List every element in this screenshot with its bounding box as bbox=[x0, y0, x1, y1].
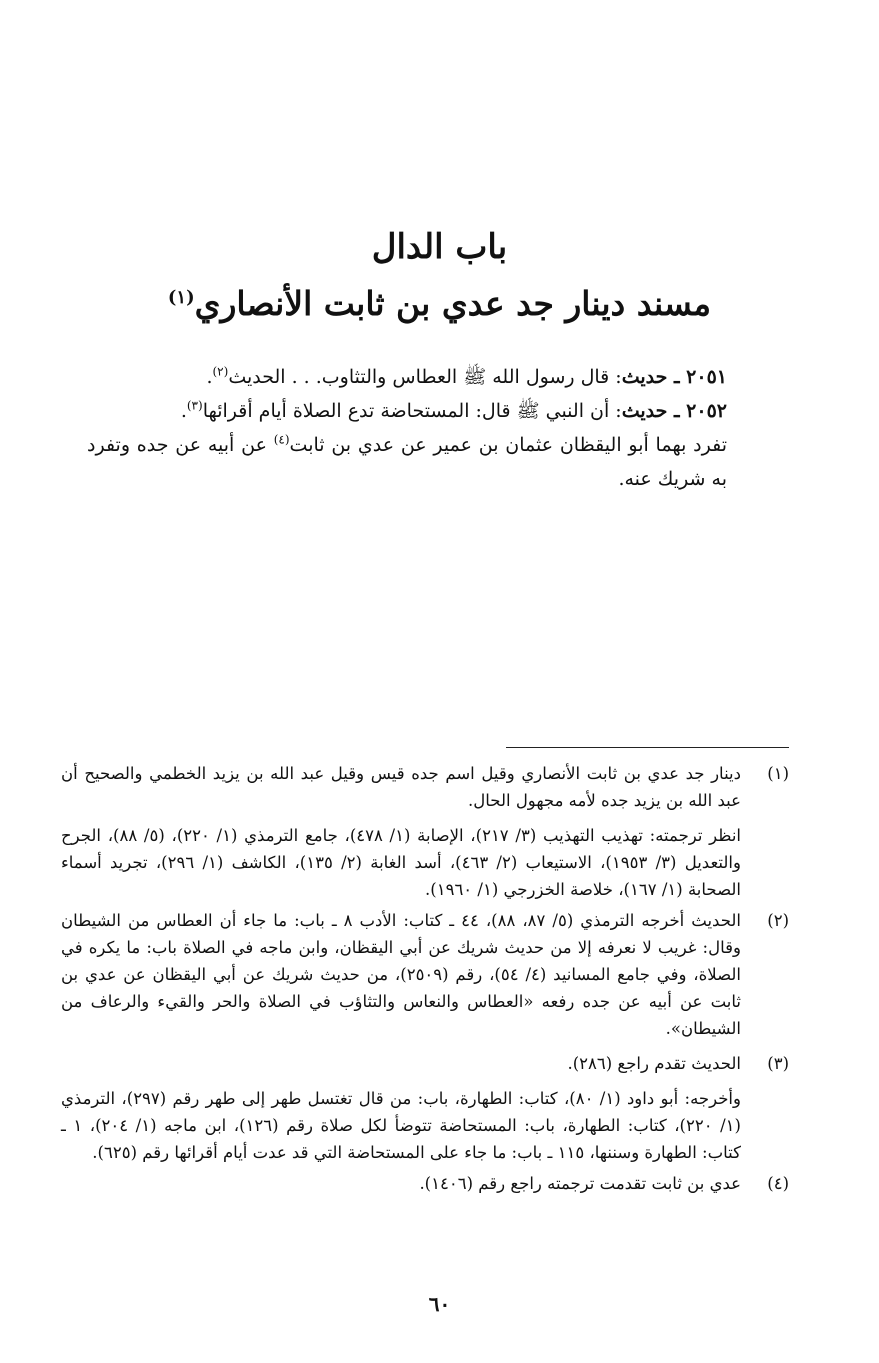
footnote-text: عدي بن ثابت تقدمت ترجمته راجع رقم (١٤٠٦). bbox=[419, 1174, 741, 1193]
footnote-body bbox=[61, 1050, 741, 1081]
footnote-2 bbox=[61, 907, 789, 1046]
footnote-divider bbox=[506, 747, 789, 748]
footnote-body bbox=[61, 907, 741, 1046]
hadith-keyword: حديث bbox=[621, 400, 668, 422]
hadith-text: : قال رسول الله ﷺ العطاس والتثاوب. . . الحديث bbox=[228, 366, 622, 388]
hadith-keyword: حديث bbox=[621, 366, 668, 388]
footnote-1-references: انظر ترجمته: تهذيب التهذيب (٣/ ٢١٧)، الإصابة (١/ ٤٧٨)، جامع الترمذي (١/ ٢٢٠)، (٥/ ٨٨)، الجرح والتعديل (٣/ ١٩٥٣)، الاستيعاب (٢/ ٤٦٣)، أسد الغابة (٢/ ١٣٥)، الكاشف (١/ ٢٩٦)، تجريد أسماء الصحابة (١/ ١٦٧)، خلاصة الخزرجي (١/ ١٩٦٠). bbox=[61, 826, 741, 899]
hadith-end: . bbox=[206, 366, 213, 388]
footnote-3 bbox=[61, 1050, 789, 1081]
hadith-number: ٢٠٥٢ bbox=[686, 400, 727, 422]
footnote-ref: (٣) bbox=[186, 398, 203, 413]
footnote-text: دينار جد عدي بن ثابت الأنصاري وقيل اسم جده قيس وقيل عبد الله بن يزيد الخطمي والصحيح أن عبد الله بن يزيد جده لأمه مجهول الحال. bbox=[61, 764, 741, 810]
footnote-text: الحديث أخرجه الترمذي (٥/ ٨٧، ٨٨)، ٤٤ ـ كتاب: الأدب ٨ ـ باب: ما جاء أن العطاس من الشيطان وقال: غريب لا نعرفه إلا من حديث شريك عن أبي اليقظان، وابن ماجه في الصلاة باب: ما يكره في الصلاة، وفي جامع المسانيد (٤/ ٥٤)، رقم (٢٥٠٩)، من حديث شريك عن أبي اليقظان عن عدي بن ثابت عن أبيه عن جده رفعه «العطاس والنعاس والتثاؤب في الصلاة والحر والقيء والرعاف من الشيطان». bbox=[61, 911, 741, 1038]
footnote-ref: (٤) bbox=[273, 432, 290, 447]
footnote-1 bbox=[61, 760, 789, 818]
footnote-number: (٢) bbox=[767, 911, 789, 930]
hadith-dash: ـ bbox=[667, 400, 687, 422]
hadith-text: : أن النبي ﷺ قال: المستحاضة تدع الصلاة أيام أقرائها bbox=[202, 400, 622, 422]
hadith-dash: ـ bbox=[667, 366, 687, 388]
musnad-footnote-ref: (١) bbox=[167, 287, 195, 308]
footnote-ref: (٢) bbox=[212, 364, 229, 379]
hadith-2052 bbox=[87, 394, 727, 428]
footnote-number: (١) bbox=[767, 764, 789, 783]
commentary-text: عن أبيه عن جده وتفرد به شريك عنه. bbox=[87, 434, 727, 490]
footnote-4 bbox=[61, 1170, 789, 1201]
footnote-3-references: وأخرجه: أبو داود (١/ ٨٠)، كتاب: الطهارة، باب: من قال تغتسل طهر إلى طهر رقم (٢٩٧)، الترمذي (١/ ٢٢٠)، كتاب: الطهارة، باب: المستحاضة تتوضأ لكل صلاة رقم (١٢٦)، ابن ماجه (١/ ٢٠٤)، ١ ـ كتاب: الطهارة وسننها، ١١٥ ـ باب: ما جاء على المستحاضة التي قد عدت أيام أقرائها رقم (٦٢٥). bbox=[61, 1089, 741, 1162]
commentary-text: تفرد بهما أبو اليقظان عثمان بن عمير عن عدي بن ثابت bbox=[289, 434, 727, 456]
hadith-2051 bbox=[87, 360, 727, 394]
main-text bbox=[87, 360, 727, 496]
hadith-end: . bbox=[180, 400, 187, 422]
musnad-title bbox=[0, 278, 879, 330]
chapter-title: باب الدال bbox=[371, 227, 508, 267]
footnote-text: الحديث تقدم راجع (٢٨٦). bbox=[567, 1054, 741, 1073]
footnote-number: (٣) bbox=[767, 1054, 789, 1073]
footnote-number: (٤) bbox=[767, 1174, 789, 1193]
footnote-body bbox=[61, 760, 741, 818]
musnad-title-text: مسند دينار جد عدي بن ثابت الأنصاري bbox=[194, 284, 712, 323]
page-number: ٦٠ bbox=[428, 1292, 451, 1316]
footnotes bbox=[61, 760, 789, 1205]
commentary-paragraph bbox=[87, 428, 727, 496]
footnote-body bbox=[61, 1170, 741, 1201]
hadith-number: ٢٠٥١ bbox=[686, 366, 727, 388]
page-header bbox=[0, 222, 879, 330]
